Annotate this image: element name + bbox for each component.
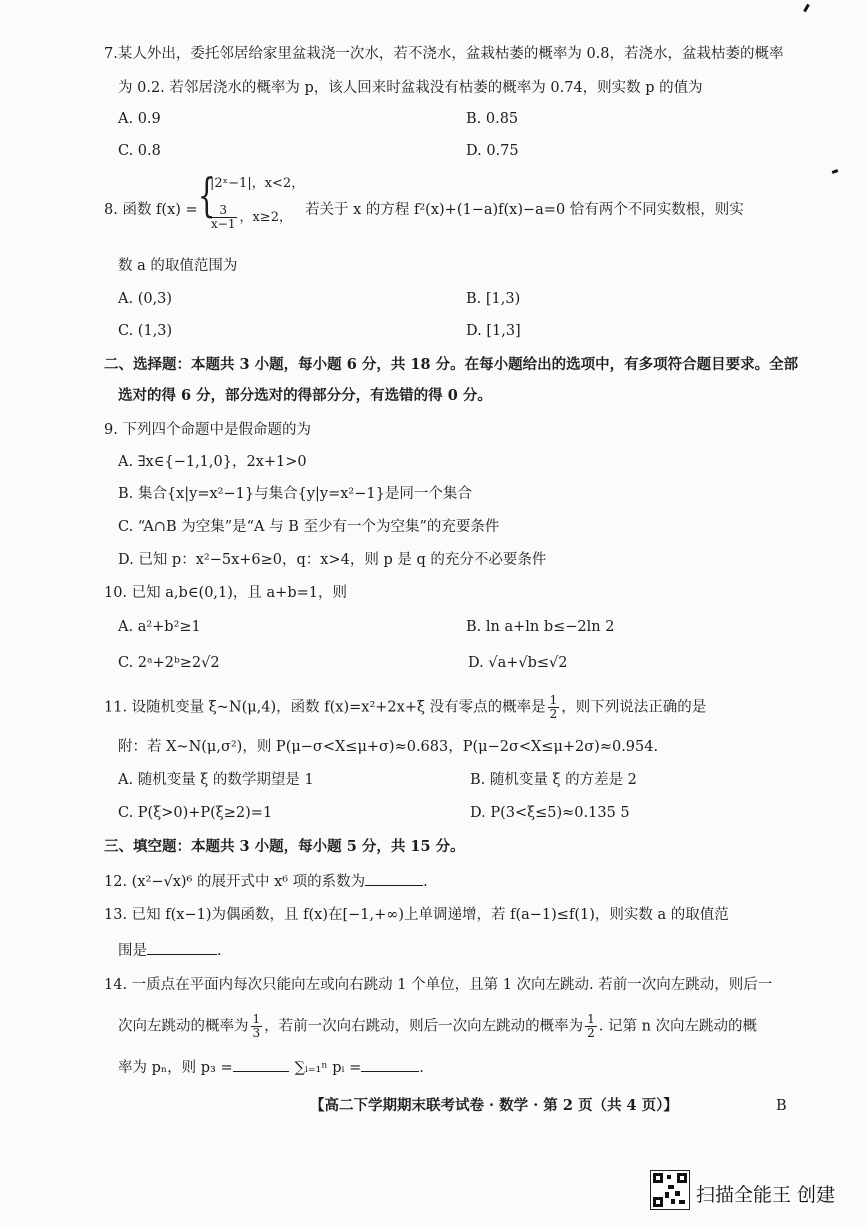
scan-speck bbox=[832, 169, 839, 174]
q8-option-a: A. (0,3) bbox=[118, 291, 173, 307]
q10-option-b: B. ln a+ln b≤−2ln 2 bbox=[466, 619, 615, 635]
section-3-heading: 三、填空题：本题共 3 小题，每小题 5 分，共 15 分。 bbox=[104, 838, 465, 855]
q14-stem-line3 bbox=[118, 1057, 424, 1078]
piecewise-brace: { bbox=[197, 168, 216, 222]
q10-option-a: A. a²+b²≥1 bbox=[118, 619, 201, 635]
q11-frac-denominator: 2 bbox=[549, 707, 558, 721]
q7-option-c: C. 0.8 bbox=[118, 143, 161, 159]
q8-prefix: 8. 函数 f(x) = bbox=[104, 202, 198, 218]
q13-stem-line1: 13. 已知 f(x−1)为偶函数，且 f(x)在[−1,+∞)上单调递增，若 f(a−1)≤f(1)，则实数 a 的取值范 bbox=[104, 907, 729, 923]
q9-option-a: A. ∃x∈{−1,1,0}，2x+1>0 bbox=[118, 454, 307, 470]
q11-stem-pre: 11. 设随机变量 ξ~N(μ,4)，函数 f(x)=x²+2x+ξ 没有零点的概率是 bbox=[104, 699, 546, 716]
q10-stem: 10. 已知 a,b∈(0,1)，且 a+b=1，则 bbox=[104, 585, 347, 601]
q14-line2-post: . 记第 n 次向左跳动的概 bbox=[598, 1018, 758, 1035]
section-2-heading-line1: 二、选择题：本题共 3 小题，每小题 6 分，共 18 分。在每小题给出的选项中，有多项符合题目要求。全部 bbox=[104, 356, 799, 373]
q8-piece2-condition: ，x≥2， bbox=[239, 210, 292, 225]
page-footer: 【高二下学期期末联考试卷 · 数学 · 第 2 页（共 4 页）】 bbox=[310, 1097, 678, 1114]
q11-frac-numerator: 1 bbox=[549, 693, 558, 707]
q7-option-d: D. 0.75 bbox=[466, 143, 519, 159]
q7-option-a: A. 0.9 bbox=[118, 111, 161, 127]
q12-stem-post: . bbox=[423, 874, 428, 890]
q11-option-d: D. P(3<ξ≤5)≈0.135 5 bbox=[470, 805, 630, 821]
q7-stem-line1: 7.某人外出，委托邻居给家里盆栽浇一次水，若不浇水，盆栽枯萎的概率为 0.8，若浇水，盆栽枯萎的概率 bbox=[104, 46, 784, 62]
q14-frac2-denominator: 2 bbox=[587, 1026, 595, 1040]
section-2-heading-line2: 选对的得 6 分，部分选对的得部分分，有选错的得 0 分。 bbox=[118, 387, 492, 404]
q14-line3-post: . bbox=[419, 1060, 424, 1076]
q14-answer-blank-1[interactable] bbox=[233, 1057, 289, 1072]
q8-option-b: B. [1,3) bbox=[466, 291, 521, 307]
q10-option-d: D. √a+√b≤√2 bbox=[468, 655, 568, 671]
q12-stem-pre: 12. (x²−√x)⁶ 的展开式中 x⁶ 项的系数为 bbox=[104, 874, 366, 890]
qr-code-icon bbox=[650, 1170, 690, 1210]
q9-stem: 9. 下列四个命题中是假命题的为 bbox=[104, 422, 311, 438]
q13-stem-line2 bbox=[118, 940, 222, 961]
q13-answer-blank[interactable] bbox=[147, 940, 217, 955]
q14-line3-pre: 率为 pₙ，则 p₃ = bbox=[118, 1060, 233, 1076]
q9-option-d: D. 已知 p：x²−5x+6≥0，q：x>4，则 p 是 q 的充分不必要条件 bbox=[118, 552, 547, 568]
q13-stem-post: . bbox=[217, 943, 222, 959]
q8-stem-line2: 数 a 的取值范围为 bbox=[118, 258, 238, 274]
q8-option-c: C. (1,3) bbox=[118, 323, 173, 339]
q8-stem-suffix: 若关于 x 的方程 f²(x)+(1−a)f(x)−a=0 恰有两个不同实数根，则实 bbox=[305, 202, 744, 218]
q9-option-c: C. “A∩B 为空集”是“A 与 B 至少有一个为空集”的充要条件 bbox=[118, 519, 500, 535]
q11-option-b: B. 随机变量 ξ 的方差是 2 bbox=[470, 772, 637, 788]
q8-piece-1: |2ˣ−1|，x<2， bbox=[210, 176, 305, 191]
q8-piece-2 bbox=[207, 204, 292, 231]
q14-stem-line1: 14. 一质点在平面内每次只能向左或向右跳动 1 个单位，且第 1 次向左跳动. 若前一次向左跳动，则后一 bbox=[104, 977, 773, 993]
q12-stem bbox=[104, 871, 428, 892]
q14-sum-expression: ∑ᵢ₌₁ⁿ pᵢ = bbox=[294, 1060, 362, 1076]
q11-option-c: C. P(ξ>0)+P(ξ≥2)=1 bbox=[118, 805, 273, 821]
paper-version-label: B bbox=[776, 1098, 787, 1114]
q13-stem-pre: 围是 bbox=[118, 943, 147, 959]
scan-speck-corner bbox=[803, 4, 810, 12]
q14-line2-mid: ，若前一次向右跳动，则后一次向左跳动的概率为 bbox=[264, 1018, 584, 1035]
q8-option-d: D. [1,3] bbox=[466, 323, 521, 339]
q11-option-a: A. 随机变量 ξ 的数学期望是 1 bbox=[118, 772, 314, 788]
q14-stem-line2 bbox=[118, 1013, 757, 1040]
q11-note: 附：若 X~N(μ,σ²)，则 P(μ−σ<X≤μ+σ)≈0.683，P(μ−2σ<X≤μ+2σ)≈0.954. bbox=[118, 739, 659, 755]
q9-option-b: B. 集合{x|y=x²−1}与集合{y|y=x²−1}是同一个集合 bbox=[118, 486, 472, 502]
q14-answer-blank-2[interactable] bbox=[361, 1057, 419, 1072]
q10-option-c: C. 2ᵃ+2ᵇ≥2√2 bbox=[118, 655, 220, 671]
q12-answer-blank[interactable] bbox=[365, 871, 423, 886]
q14-line2-pre: 次向左跳动的概率为 bbox=[118, 1018, 249, 1035]
q11-stem bbox=[104, 694, 706, 721]
q11-stem-post: ，则下列说法正确的是 bbox=[561, 699, 707, 716]
scanner-watermark-label: 扫描全能王 创建 bbox=[696, 1184, 836, 1206]
q7-option-b: B. 0.85 bbox=[466, 111, 519, 127]
q7-stem-line2: 为 0.2. 若邻居浇水的概率为 p，该人回来时盆栽没有枯萎的概率为 0.74，则实数 p 的值为 bbox=[118, 80, 703, 96]
q14-frac1-numerator: 1 bbox=[252, 1012, 261, 1026]
q8-piece2-numerator: 3 bbox=[209, 204, 237, 218]
q8-piece2-denominator: x−1 bbox=[211, 217, 236, 231]
q14-frac1-denominator: 3 bbox=[252, 1026, 261, 1040]
q14-frac2-numerator: 1 bbox=[587, 1012, 595, 1026]
